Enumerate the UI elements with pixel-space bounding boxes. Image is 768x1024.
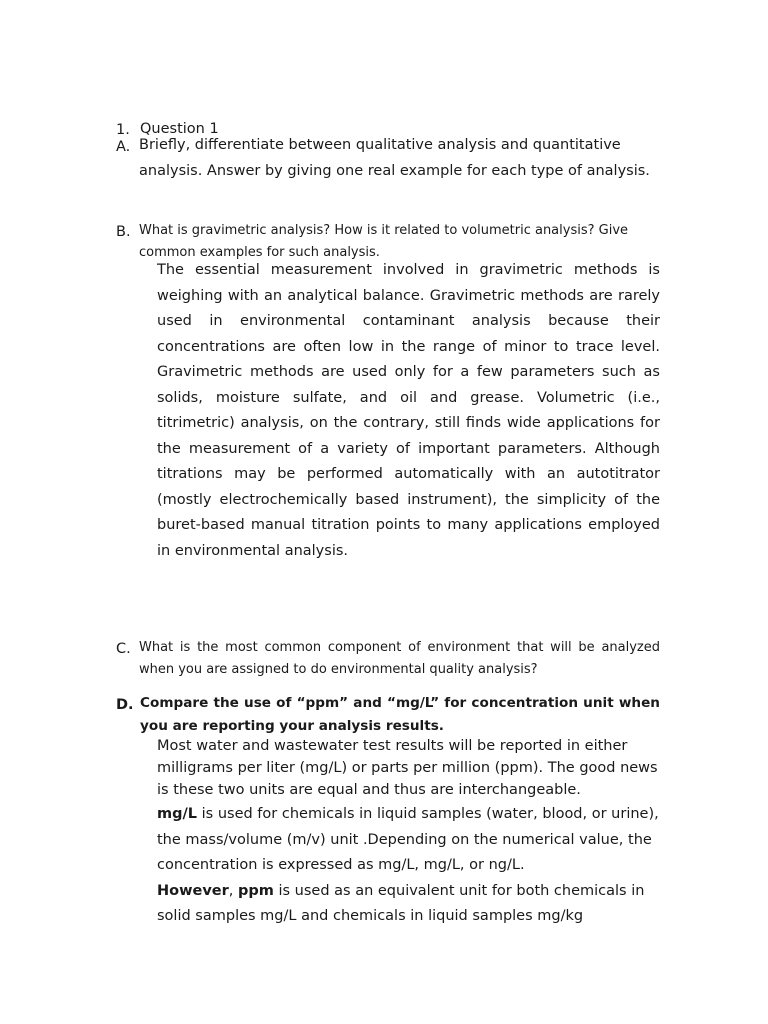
question-title: Question 1	[140, 121, 219, 137]
part-d-question: Compare the use of “ppm” and “mg/L” for concentration unit when you are reporting your analysis results.	[140, 695, 660, 734]
part-d-answer-details	[157, 802, 667, 930]
comma-separator: ,	[228, 882, 238, 899]
question-number: 1.	[116, 122, 130, 138]
ppm-term: ppm	[237, 882, 274, 899]
mgl-explanation: is used for chemicals in liquid samples (water, blood, or urine), the mass/volume (m/v) unit .Depending on the numerical value, the concentration is expressed as mg/L, mg/L, or ng/L.	[157, 806, 659, 873]
however-term: However	[157, 882, 229, 899]
part-a-marker: A.	[116, 139, 131, 155]
part-c-question: What is the most common component of environment that will be analyzed when you are assigned to do environmental quality analysis?	[139, 640, 660, 677]
part-d-answer-intro: Most water and wastewater test results will be reported in either milligrams per liter (mg/L) or parts per million (ppm). The good news is these two units are equal and thus are interchangeable.	[157, 738, 658, 798]
ppm-explanation: is used as an equivalent unit for both chemicals in solid samples mg/L and chemicals in liquid samples mg/kg	[157, 882, 645, 924]
part-a-question: Briefly, differentiate between qualitative analysis and quantitative analysis. Answer by giving one real example for each type of analysis.	[139, 137, 650, 179]
part-b-marker: B.	[116, 224, 131, 240]
part-c-marker: C.	[116, 641, 131, 657]
part-d-marker: D.	[116, 697, 134, 713]
part-b-answer: The essential measurement involved in gravimetric methods is weighing with an analytical balance. Gravimetric methods are rarely used in environmental contaminant analysis because their concentrations are often low in the range of minor to trace level. Gravimetric methods are used only for a few parameters such as solids, moisture sulfate, and oil and grease. Volumetric (i.e., titrimetric) analysis, on the contrary, still finds wide applications for the measurement of a variety of important parameters. Although titrations may be performed automatically with an autotitrator (mostly electrochemically based instrument), the simplicity of the buret-based manual titration points to many applications employed in environmental analysis.	[157, 262, 660, 559]
mgl-term: mg/L	[157, 806, 198, 822]
part-b-question: What is gravimetric analysis? How is it related to volumetric analysis? Give common examples for such analysis.	[139, 223, 629, 260]
